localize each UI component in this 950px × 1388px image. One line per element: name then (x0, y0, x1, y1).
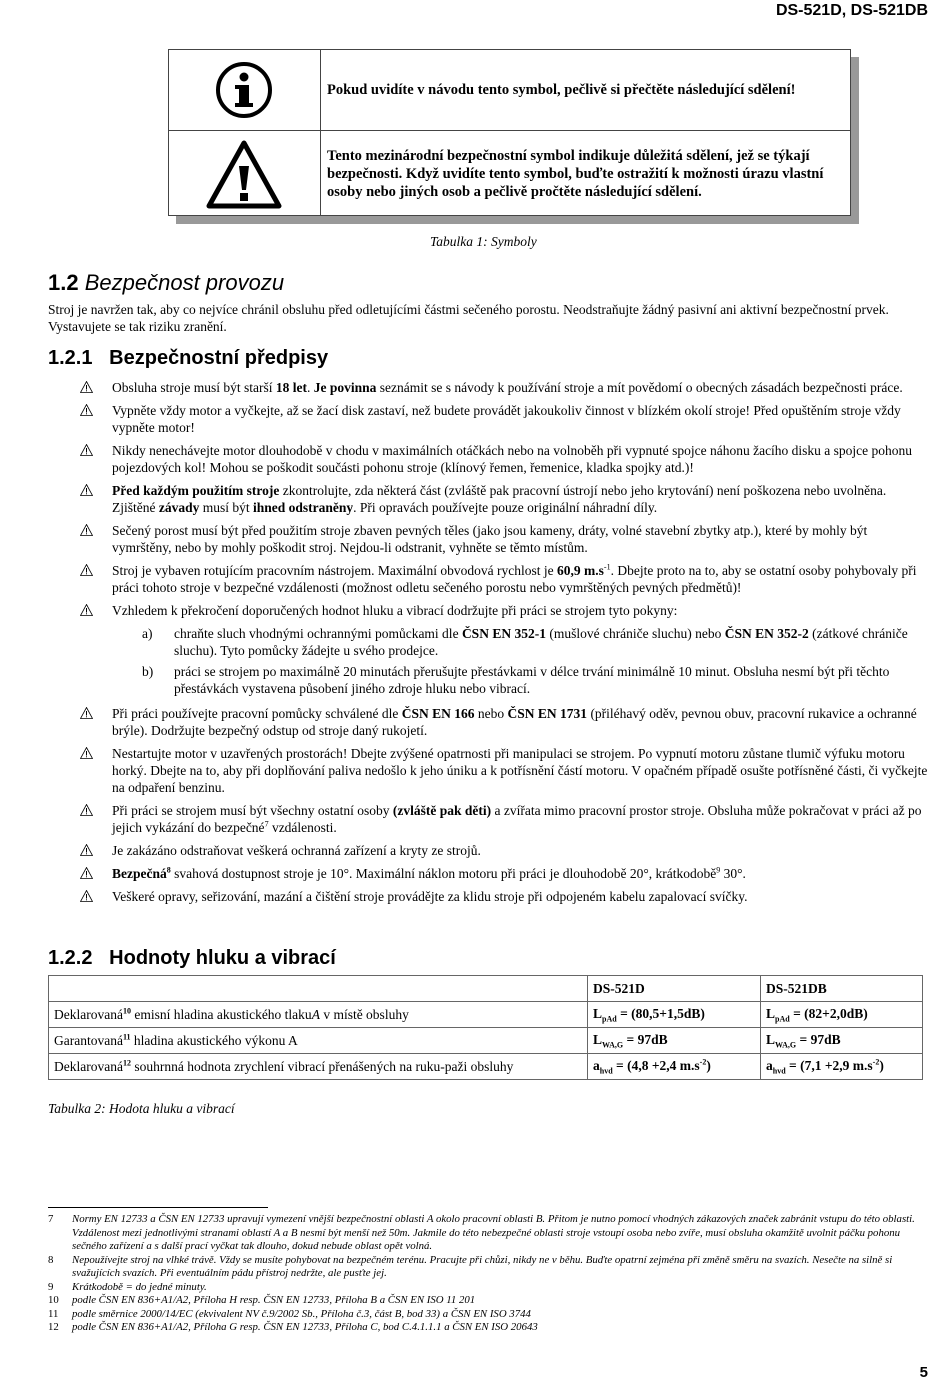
table-header-row (49, 976, 923, 1002)
section-heading-1-2-2 (48, 947, 336, 970)
table-row: Garantovaná$^{11}$ hladina akustického výkonu A $L_{WA,G} = 97dB$ $L_{WA,G} = 97dB$ (49, 1028, 923, 1054)
table2-caption: Tabulka 2: Hodota hluku a vibrací (48, 1101, 235, 1116)
section-heading-1-2-1 (48, 347, 328, 370)
safety-rule: Veškeré opravy, seřizování, mazání a čištění stroje provádějte za klidu stroje při odpojeném kabelu zapalovací svíčky. (48, 888, 928, 905)
warning-small-icon (80, 707, 93, 719)
safety-rule: Nikdy nenechávejte motor dlouhodobě v chodu v maximálních otáčkách nebo na volnoběh při vypnuté spojce náhonu žacího disku a spojce pohonu pojezdových kol! Mohou se poškodit součásti pohonu stroje (klínový řemen, řemenice, kladka spojky atd.)! (48, 442, 928, 476)
footnote: 9 Krátkodobě = do jedné minuty. (48, 1280, 207, 1293)
safety-rule: Je zakázáno odstraňovat veškerá ochranná zařízení a kryty ze strojů. (48, 842, 928, 859)
symbols-info-text: Pokud uvidíte v návodu tento symbol, pečlivě si přečtěte následující sdělení! (327, 82, 796, 98)
warning-small-icon (80, 844, 93, 856)
table-row: Deklarovaná$^{10}$ emisní hladina akustického tlakuA v místě obsluhy $L_{pAd} = (80,5+1,5dB)$ $L_{pAd} = (82+2,0dB)$ (49, 1002, 923, 1028)
safety-rule: Vypněte vždy motor a vyčkejte, až se žací disk zastaví, než budete provádět jakoukoliv činnost v blízkém okolí stroje! Před opuštěním stroje vždy vypněte motor! (48, 402, 928, 436)
safety-subrule: b) práci se strojem po maximálně 20 minutách přerušujte přestávkami v délce trvání minimálně 10 minut. Obsluha nesmí být při těchto přestávkách vystavena působení jiného zdroje hluku nebo vibrací. (142, 664, 890, 696)
safety-subrule: a) chraňte sluch vhodnými ochrannými pomůckami dle ČSN EN 352-1 (mušlové chrániče sluchu) nebo ČSN EN 352-2 (zátkové chrániče sluchu). Tyto pomůcky žádejte u svého prodejce. (142, 626, 908, 658)
section-title: Bezpečnost provozu (84, 270, 285, 295)
warning-small-icon (80, 804, 93, 816)
safety-rule: Stroj je vybaven rotujícím pracovním nástrojem. Maximální obvodová rychlost je 60,9 $m.s^{-1}$. Dbejte proto na to, aby se ostatní osoby pohybovaly při práci tohoto stroje v bezpečné vzdálenosti (možnost odletu sečeného porostu nebo vymrštěných pevných předmětů)! (48, 562, 928, 596)
section-heading-1-2 (48, 270, 284, 296)
safety-rule: Před každým použitím stroje zkontrolujte, zda některá část (zvláště pak pracovní ústrojí nebo jeho krytování) není poškozena nebo uvolněna. Zjištěné závady musí být ihned odstraněny. Při opravách používejte pouze originální náhradní díly. (48, 482, 928, 516)
safety-rule: Sečený porost musí být před použitím stroje zbaven pevných těles (jako jsou kameny, dráty, volné stavební zbytky atp.), které by mohly být vymrštěny, nebo by mohly poškodit stroj. Nejdou-li odstranit, vyhněte se těmto místům. (48, 522, 928, 556)
warning-small-icon (80, 747, 93, 759)
column-header-ds521d: DS-521D (588, 976, 761, 1002)
section-intro-text: Stroj je navržen tak, aby co nejvíce chránil obsluhu před odletujícími částmi sečeného porostu. Neodstraňujte žádný pasivní ani aktivní bezpečnostní prvek. Vystavujete se tak riziku zranění. (48, 302, 889, 334)
warning-small-icon (80, 564, 93, 576)
noise-vibration-table (48, 975, 923, 1080)
safety-rules-list (48, 379, 928, 911)
safety-rule: Bezpečná$^8$ svahová dostupnost stroje je 10°. Maximální náklon motoru při práci je dlouhodobě 20°, krátkodobě$^9$ 30°. (48, 865, 928, 882)
warning-small-icon (80, 890, 93, 902)
section-number: 1.2.1 (48, 347, 93, 369)
footnote: 12 podle ČSN EN 836+A1/A2, Příloha G resp. ČSN EN 12733, Příloha C, bod C.4.1.1.1 a ČSN EN ISO 20643 (48, 1321, 538, 1333)
warning-small-icon (80, 404, 93, 416)
table-row: Deklarovaná$^{12}$ souhrnná hodnota zrychlení vibrací přenášených na ruku-paži obsluhy $a_{hvd} = (4,8 +2,4$ $m.s^{-2}$) $a_{hvd} = (7,1 +2,9$ $m.s^{-2}$) (49, 1054, 923, 1080)
section-title: Bezpečnostní předpisy (109, 347, 329, 369)
footnotes (48, 1213, 928, 1335)
section-number: 1.2 (48, 270, 79, 295)
warning-icon (169, 131, 320, 215)
table1-caption: Tabulka 1: Symboly (430, 234, 537, 249)
symbols-row-info (169, 50, 850, 131)
safety-rule: Nestartujte motor v uzavřených prostorách! Dbejte zvýšené opatrnosti při manipulaci se strojem. Po vypnutí motoru zůstane tlumič výfuku motoru horký. Dbejte na to, aby při doplňování paliva nedošlo k jeho úniku a k potřísnění částí motoru. V opačném případě osušte potřísněné části, či vyčkejte na odpaření benzinu. (48, 745, 928, 796)
info-icon (169, 50, 320, 130)
safety-rule: Vzhledem k překročení doporučených hodnot hluku a vibrací dodržujte při práci se strojem tyto pokyny: (48, 602, 928, 619)
footnote: 10 podle ČSN EN 836+A1/A2, Příloha H resp. ČSN EN 12733, Příloha B a ČSN EN ISO 11 201 (48, 1294, 476, 1306)
safety-rule: Při práci používejte pracovní pomůcky schválené dle ČSN EN 166 nebo ČSN EN 1731 (přiléhavý oděv, pevnou obuv, pracovní rukavice a ochranné brýle). Dodržujte bezpečný odstup od stroje daný rukojetí. (48, 705, 928, 739)
page-number: 5 (919, 1364, 928, 1381)
symbols-row-warning (169, 131, 850, 215)
footnote-divider (48, 1207, 268, 1208)
warning-small-icon (80, 484, 93, 496)
section-number: 1.2.2 (48, 947, 93, 969)
column-header-ds521db: DS-521DB (761, 976, 923, 1002)
page-header-model: DS-521D, DS-521DB (775, 2, 928, 19)
warning-small-icon (80, 381, 93, 393)
warning-small-icon (80, 524, 93, 536)
warning-small-icon (80, 867, 93, 879)
footnote: 8 Nepoužívejte stroj na vlhké trávě. Vždy se musíte pohybovat na bezpečném terénu. Pracujte při chůzi, nikdy ne v běhu. Buďte opatrní zejména při změně směru na svazích. Nesečte na silně si svažujících svazích. Při eventuálním pádu přístroj nedržte, ale pusťte jej. (48, 1253, 893, 1279)
footnote: 11 podle směrnice 2000/14/EC (ekvivalent NV č.9/2002 Sb., Příloha č.3, část B, bod 33) a ČSN EN ISO 3744 (48, 1307, 531, 1320)
warning-small-icon (80, 604, 93, 616)
safety-rule: Při práci se strojem musí být všechny ostatní osoby (zvláště pak děti) a zvířata mimo pracovní prostor stroje. Obsluha může pokračovat v práci až po jejich vykázání do bezpečné$^7$ vzdálenosti. (48, 802, 928, 836)
safety-rule: Obsluha stroje musí být starší 18 let. Je povinna seznámit se s návody k používání stroje a mít povědomí o obecných zásadách bezpečnosti práce. (48, 379, 928, 396)
symbols-warning-text: Tento mezinárodní bezpečnostní symbol indikuje důležitá sdělení, jež se týkají bezpečnosti. Když uvidíte tento symbol, buďte ostražití k možnosti úrazu vlastní osoby nebo jiných osob a pečlivě pročtěte následující sdělení. (327, 148, 824, 200)
section-title: Hodnoty hluku a vibrací (109, 947, 336, 969)
symbols-table (168, 49, 851, 216)
warning-small-icon (80, 444, 93, 456)
footnote: 7 Normy EN 12733 a ČSN EN 12733 upravují vymezení vnější bezpečnostní oblasti A okolo pracovní oblasti B. Přitom je nutno pomocí vhodných zákazových značek zabránit vstupu do této oblasti. Vzdálenost mezi jednotlivými stranami oblastí A a B nesmí být menší než 50m. Jakmile do této nebezpečné oblasti stroje vstoupí osoba nebo zvíře, musí obsluha okamžitě uvolnit páčku pohonu sečného zařízení a s další prací vyčkat tak dlouho, dokud nebude oblast opět volná. (48, 1213, 915, 1252)
